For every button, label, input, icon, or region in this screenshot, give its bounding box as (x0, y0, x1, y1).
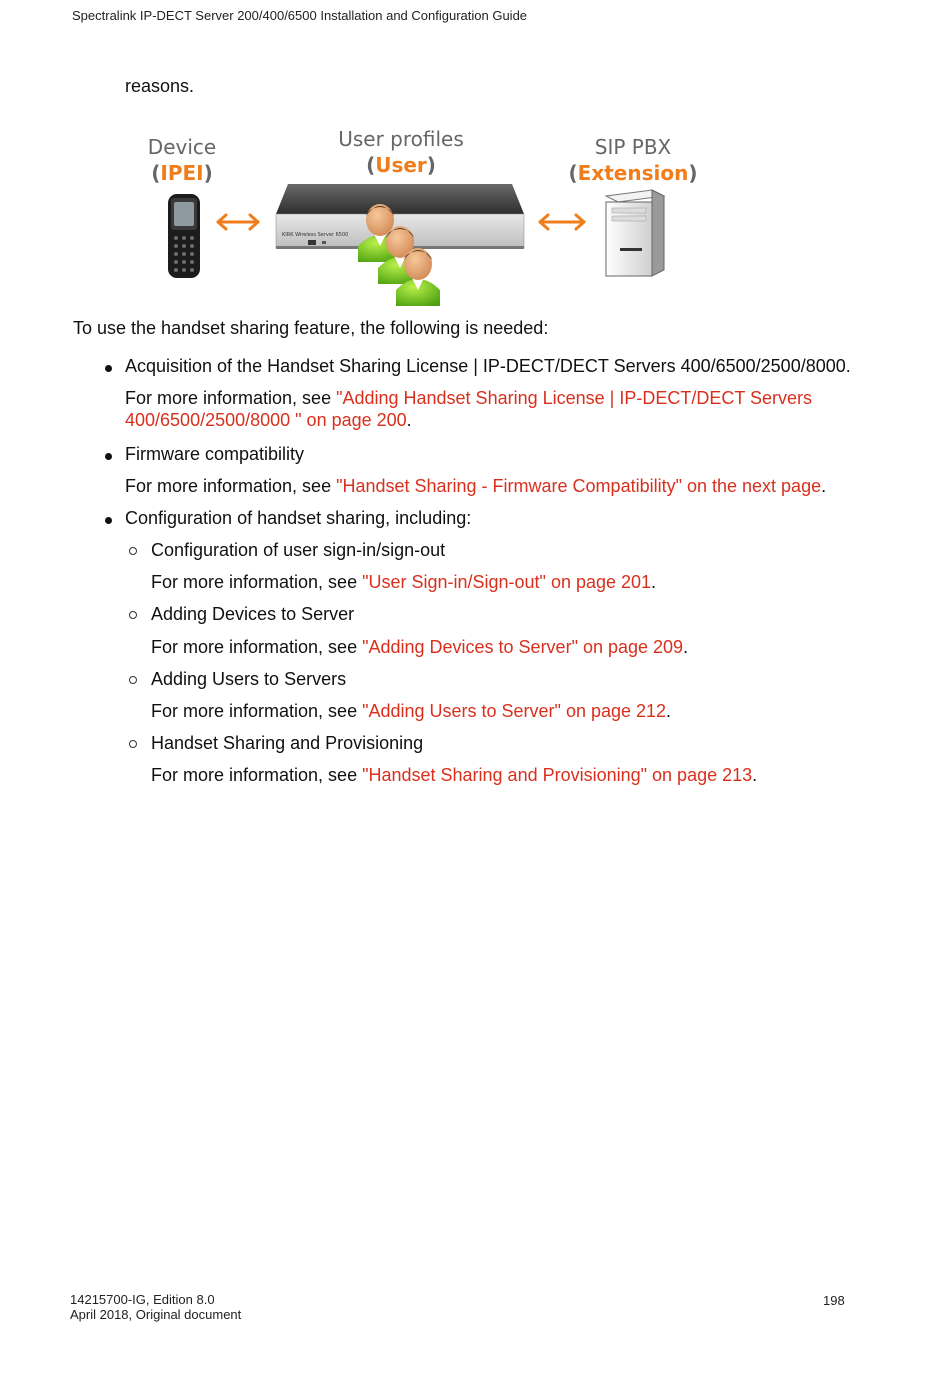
item-title-license: Acquisition of the Handset Sharing License | IP-DECT/DECT Servers 400/6500/2500/8000. (125, 356, 851, 376)
info-prefix: For more information, see (151, 637, 363, 657)
svg-text:(User): (User) (366, 153, 436, 177)
svg-text:(Extension): (Extension) (568, 161, 698, 185)
bullet-icon (105, 453, 112, 460)
device-id-label: IPEI (160, 161, 204, 185)
pbx-id-label: Extension (577, 161, 689, 185)
double-arrow-right-icon (540, 215, 584, 229)
info-line-adding-devices (151, 637, 688, 658)
item-title-configuration: Configuration of handset sharing, including: (125, 508, 472, 528)
info-prefix: For more information, see (151, 765, 363, 785)
bullet-icon (105, 365, 112, 372)
lead-text: reasons. (125, 76, 195, 96)
svg-text:(IPEI): (IPEI) (151, 161, 213, 185)
bullet-icon (105, 517, 112, 524)
device-label: Device (147, 135, 217, 159)
info-suffix: . (683, 637, 689, 657)
footer-date: April 2018, Original document (70, 1307, 242, 1322)
intro-text: To use the handset sharing feature, the following is needed: (73, 318, 549, 338)
info-suffix: . (406, 410, 412, 430)
pbx-server-icon (606, 190, 664, 276)
info-line-firmware (125, 476, 826, 497)
double-arrow-left-icon (218, 215, 258, 229)
server-label: KIRK Wireless Server 6500 (282, 232, 349, 238)
sub-bullet-icon (129, 676, 137, 684)
link-firmware-compatibility[interactable]: "Handset Sharing - Firmware Compatibility" on the next page (336, 476, 822, 496)
page-number: 198 (823, 1293, 845, 1308)
pbx-label: SIP PBX (594, 135, 672, 159)
info-suffix: . (651, 572, 657, 592)
link-handset-sharing-license-cont[interactable]: 400/6500/2500/8000 " on page 200 (125, 410, 407, 430)
info-line-sign-in (151, 572, 656, 593)
profiles-label: User profiles (338, 127, 464, 151)
sub-bullet-icon (129, 611, 137, 619)
link-adding-users[interactable]: "Adding Users to Server" on page 212 (362, 701, 667, 721)
info-prefix: For more information, see (151, 701, 363, 721)
subitem-title-sign-in: Configuration of user sign-in/sign-out (151, 540, 446, 560)
info-line-adding-users (151, 701, 671, 722)
handset-icon (168, 194, 200, 278)
handset-sharing-diagram (140, 124, 710, 306)
subitem-title-adding-users: Adding Users to Servers (151, 669, 347, 689)
running-header: Spectralink IP-DECT Server 200/400/6500 Installation and Configuration Guide (72, 8, 528, 23)
subitem-title-adding-devices: Adding Devices to Server (151, 604, 355, 624)
info-prefix: For more information, see (125, 388, 337, 408)
info-prefix: For more information, see (151, 572, 363, 592)
sub-bullet-icon (129, 740, 137, 748)
subitem-title-provisioning: Handset Sharing and Provisioning (151, 733, 424, 753)
sub-bullet-icon (129, 547, 137, 555)
info-suffix: . (821, 476, 827, 496)
footer-doc-id: 14215700-IG, Edition 8.0 (70, 1292, 215, 1307)
link-user-sign-in[interactable]: "User Sign-in/Sign-out" on page 201 (362, 572, 652, 592)
info-suffix: . (752, 765, 758, 785)
info-line-license (125, 388, 812, 409)
item-title-firmware: Firmware compatibility (125, 444, 305, 464)
link-adding-devices[interactable]: "Adding Devices to Server" on page 209 (362, 637, 684, 657)
info-prefix: For more information, see (125, 476, 337, 496)
info-line-license-cont (125, 410, 412, 431)
profiles-id-label: User (375, 153, 427, 177)
link-handset-sharing-license[interactable]: "Adding Handset Sharing License | IP-DECT/DECT Servers (336, 388, 813, 408)
info-suffix: . (666, 701, 672, 721)
info-line-provisioning (151, 765, 757, 786)
link-handset-sharing-provisioning[interactable]: "Handset Sharing and Provisioning" on page 213 (362, 765, 753, 785)
